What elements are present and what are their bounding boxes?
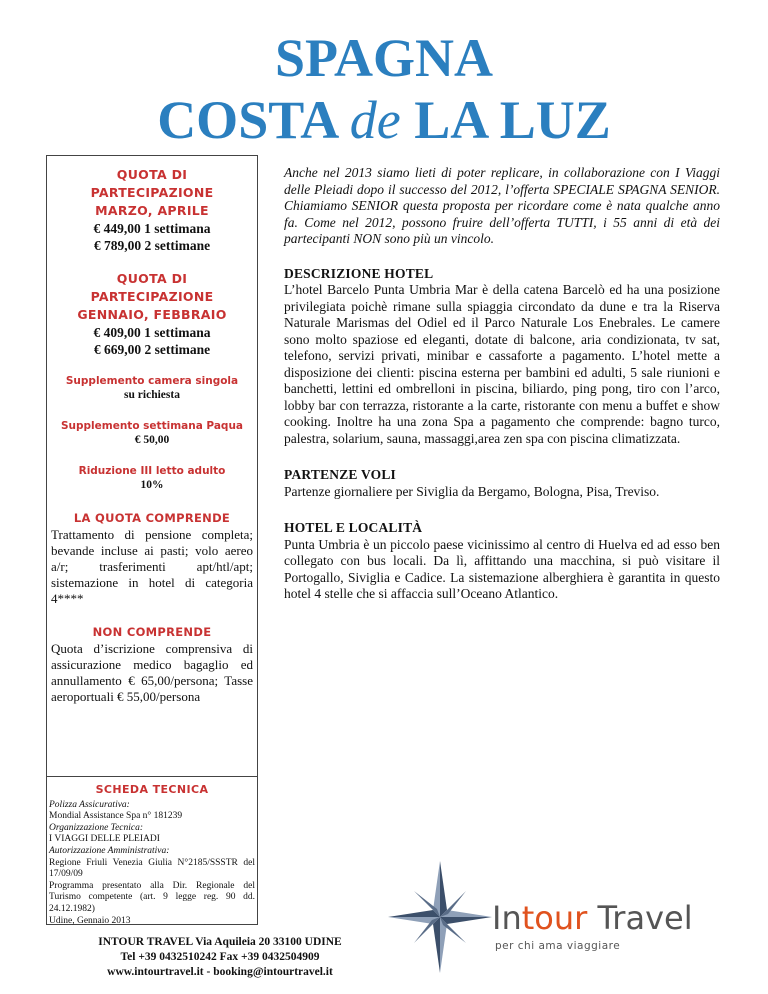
scheda-line: Organizzazione Tecnica: <box>49 822 144 833</box>
logo-tour: tour <box>521 899 588 937</box>
compass-star-icon <box>385 860 495 975</box>
supp-pasqua-value: € 50,00 <box>134 434 170 446</box>
localita-text: Punta Umbria è un piccolo paese vicinissimo al centro di Huelva ed ad esso ben collegato con bus locali. Da lì, affittando una macchina, si può visitare il Portogallo, Siviglia e Cadice. La sistemazione alberghiera è garantita in questo hotel 4 stelle che si affaccia sull’Oceano Atlantico. <box>284 536 720 601</box>
subtitle-part-de: de <box>349 90 401 150</box>
footer-phone: Tel +39 0432510242 Fax +39 0432504909 <box>120 951 320 963</box>
scheda-line: Autorizzazione Amministrativa: <box>49 845 170 856</box>
footer-address: INTOUR TRAVEL Via Aquileia 20 33100 UDINE <box>98 936 342 948</box>
supp-singola-value: su richiesta <box>124 389 180 401</box>
scheda-line: I VIAGGI DELLE PLEIADI <box>49 834 160 845</box>
scheda-line: Udine, Gennaio 2013 <box>49 915 131 926</box>
scheda-tecnica <box>49 784 255 927</box>
hotel-text: L’hotel Barcelo Punta Umbria Mar è della catena Barcelò ed ha una posizione privilegiata poichè rimane sulla spiaggia circondato da dune e tra la Riserva Naturale Marismas del Odiel ed il Parco Naturale Los Enebrales. Le camere sono molto spaziose ed eleganti, dotate di balcone, aria condizionata, tv sat, telefono, servizi privati, minibar e cassaforte a pagamento. L’hotel mette a disposizione dei clienti: piscina esterna per bambini ed adulti, 5 sale riunioni e banchetti, lettini ed ombrelloni in piscina, biliardo, ping pong, tiro con l’arco, lobby bar con terrazza, ristorante a la carte, ristorante con menu a buffet e show cooking. Inoltre ha una zona Spa a pagamento che comprende: bagno turco, palestra, solarium, sauna, massaggi,area zen spa con piscina climatizzata. <box>284 282 720 446</box>
logo-in: In <box>492 899 522 937</box>
localita-heading: HOTEL E LOCALITÀ <box>284 520 423 535</box>
voli-heading: PARTENZE VOLI <box>284 467 397 482</box>
supp-pasqua-heading: Supplemento settimana Paqua <box>60 420 244 432</box>
logo-travel: Travel <box>587 899 693 937</box>
comprende-text: Trattamento di pensione completa; bevande incluse ai pasti; volo aereo a/r; trasferimenti apt/htl/apt; sistemazione in hotel di categoria 4**** <box>51 527 253 606</box>
scheda-line: Polizza Assicurativa: <box>49 799 130 810</box>
price-sidebar <box>46 155 258 925</box>
main-content <box>284 165 720 603</box>
non-comprende-heading: NON COMPRENDE <box>92 625 212 639</box>
scheda-line: Mondial Assistance Spa n° 181239 <box>49 811 183 822</box>
footer-contacts <box>60 935 380 980</box>
hotel-heading: DESCRIZIONE HOTEL <box>284 265 434 281</box>
quota1-heading: QUOTA DI PARTECIPAZIONE MARZO, APRILE <box>90 167 214 218</box>
intour-logo <box>385 860 725 975</box>
quota1-price2: € 789,00 2 settimane <box>93 238 211 253</box>
scheda-line: Programma presentato alla Dir. Regionale del Turismo competente (art. 9 legge reg. 90 dd. 24.12.1982) <box>49 880 255 914</box>
subtitle-part-costa: COSTA <box>157 90 337 150</box>
quota2-price1: € 409,00 1 settimana <box>93 325 211 340</box>
supp-singola-heading: Supplemento camera singola <box>65 375 239 387</box>
comprende-heading: LA QUOTA COMPRENDE <box>73 511 231 525</box>
page-subtitle <box>0 90 768 150</box>
sidebar-divider <box>47 776 257 777</box>
riduzione-value: 10% <box>140 479 164 491</box>
voli-text: Partenze giornaliere per Siviglia da Bergamo, Bologna, Pisa, Treviso. <box>284 483 660 499</box>
quota2-heading: QUOTA DI PARTECIPAZIONE GENNAIO, FEBBRAIO <box>77 271 227 322</box>
quota2-price2: € 669,00 2 settimane <box>93 342 211 357</box>
logo-tagline: per chi ama viaggiare <box>495 940 621 952</box>
logo-wordmark <box>492 900 693 936</box>
intro-text: Anche nel 2013 siamo lieti di poter replicare, in collaborazione con I Viaggi delle Pleiadi dopo il successo del 2012, l’offerta SPECIALE SPAGNA SENIOR. Chiamiamo SENIOR questa proposta per ricordare come è nata qualche anno fa. Come nel 2012, possono fruire dell’offerta TUTTI, i 55 anni di età dei partecipanti NON sono più un vincolo. <box>284 165 720 246</box>
quota1-price1: € 449,00 1 settimana <box>93 221 211 236</box>
scheda-heading: SCHEDA TECNICA <box>95 783 209 796</box>
subtitle-part-laluz: LA LUZ <box>414 90 611 150</box>
riduzione-heading: Riduzione III letto adulto <box>78 465 226 477</box>
non-comprende-text: Quota d’iscrizione comprensiva di assicurazione medico bagaglio ed annullamento € 65,00/persona; Tasse aeroportuali € 55,00/persona <box>51 641 253 704</box>
footer-web: www.intourtravel.it - booking@intourtravel.it <box>107 966 333 978</box>
page-title: SPAGNA <box>274 28 493 88</box>
scheda-line: Regione Friuli Venezia Giulia N°2185/SSSTR del 17/09/09 <box>49 857 255 880</box>
